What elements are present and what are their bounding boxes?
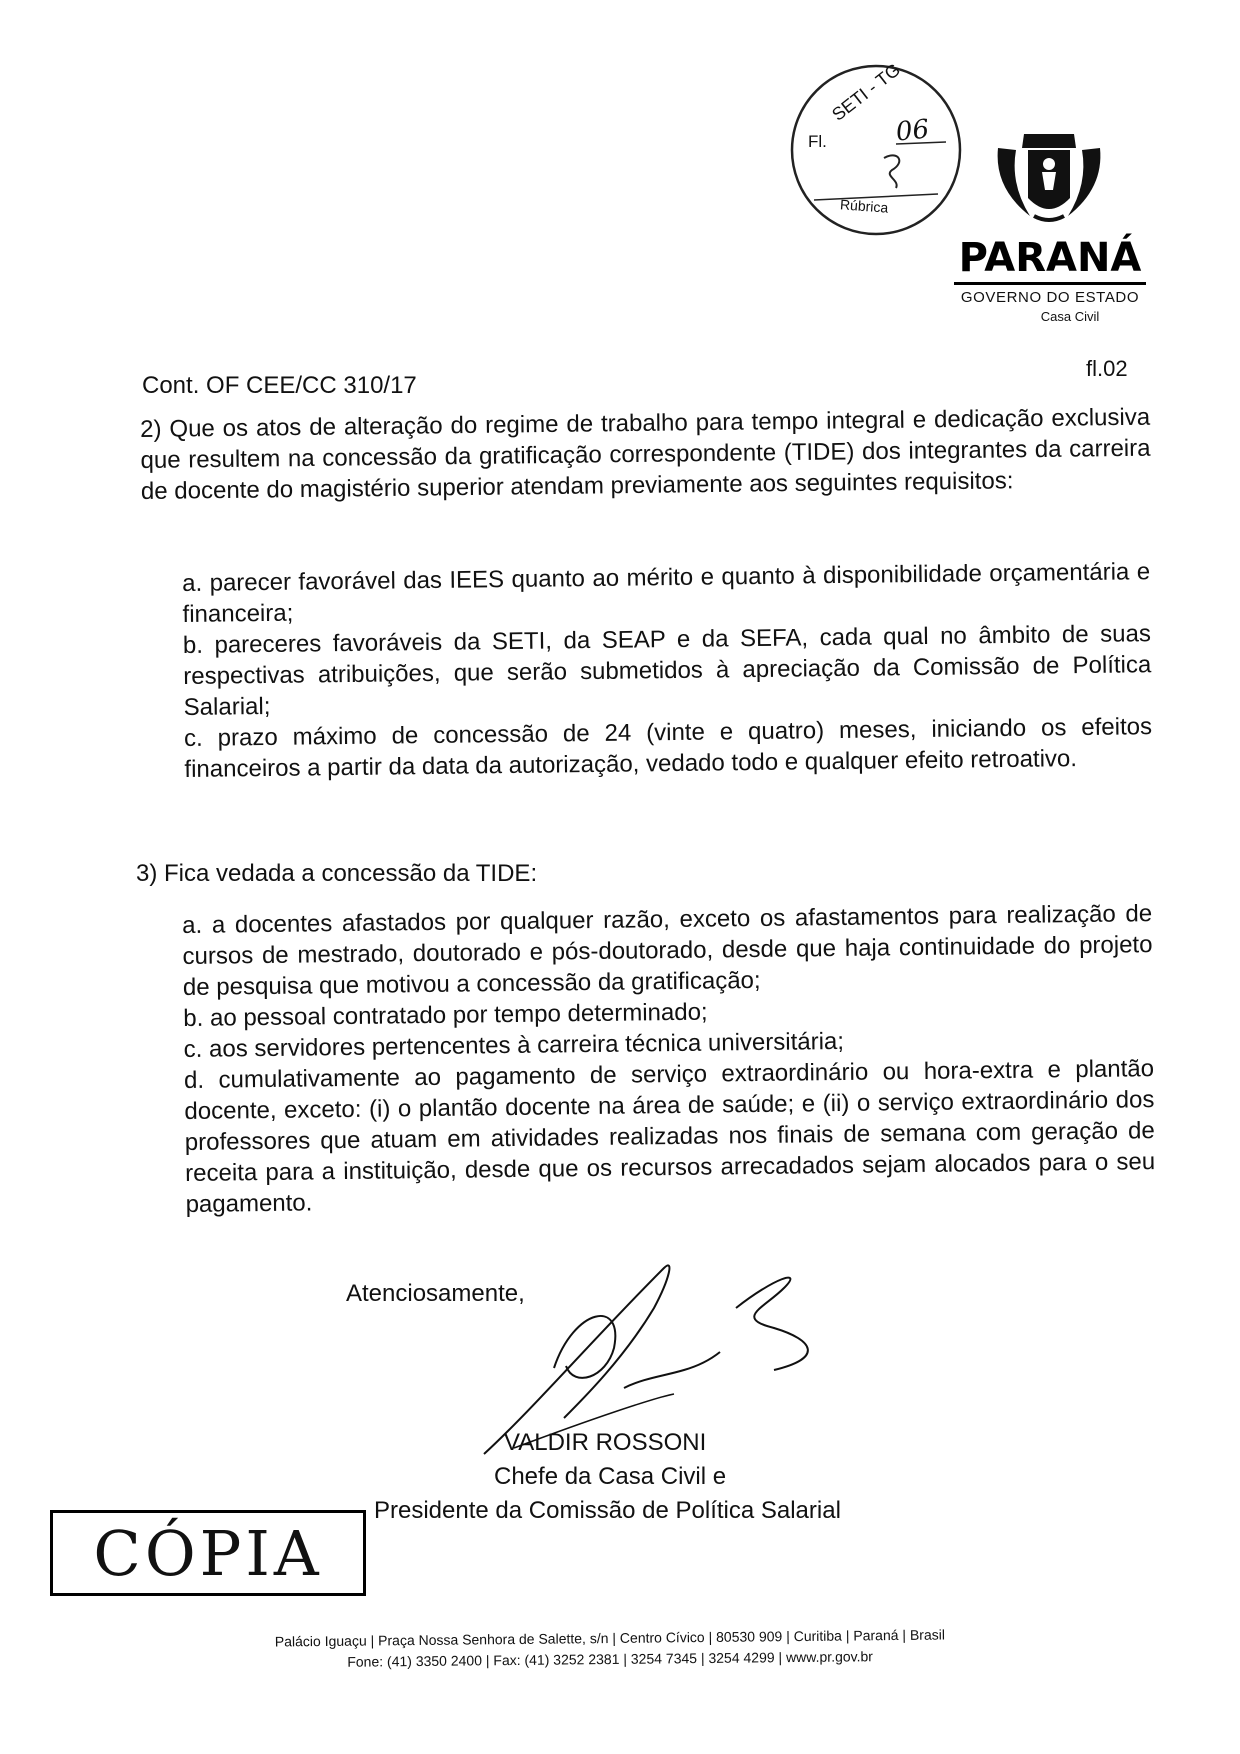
signer-title-1: Chefe da Casa Civil e — [494, 1463, 727, 1490]
item-3-subitems — [182, 898, 1156, 1220]
sheet-number: fl.02 — [1086, 356, 1128, 381]
item-2b: b. pareceres favoráveis da SETI, da SEAP e da SEFA, cada qual no âmbito de suas respectivas atribuições, que serão submetidos à apreciação da Comissão de Política Salarial; — [182, 620, 1152, 721]
salutation: Atenciosamente, — [346, 1280, 525, 1307]
item-3b: b. ao pessoal contratado por tempo determinado; — [183, 998, 708, 1032]
stamp-page-number: 06 — [894, 114, 931, 148]
signer-name: VALDIR ROSSONI — [504, 1429, 707, 1456]
signer-title-2: Presidente da Comissão de Política Salarial — [374, 1497, 841, 1524]
item-3c: c. aos servidores pertencentes à carreira técnica universitária; — [183, 1027, 845, 1063]
item-2-paragraph: 2) Que os atos de alteração do regime de trabalho para tempo integral e dedicação exclusiva que resultem na concessão da gratificação correspondente (TIDE) dos integrantes da carreira de docente do magistério superior atendam previamente aos seguintes requisitos: — [140, 403, 1151, 505]
header-divider — [954, 282, 1146, 285]
copy-stamp: CÓPIA — [50, 1510, 366, 1596]
footer-contacts: Fone: (41) 3350 2400 | Fax: (41) 3252 2381 | 3254 7345 | 3254 4299 | www.pr.gov.br — [347, 1648, 874, 1670]
footer-address: Palácio Iguaçu | Praça Nossa Senhora de Salette, s/n | Centro Cívico | 80530 909 | Curitiba | Paraná | Brasil — [274, 1626, 945, 1650]
stamp-rubrica-label: Rúbrica — [839, 196, 889, 216]
item-2a: a. parecer favorável das IEES quanto ao mérito e quanto à disponibilidade orçamentária e financeira; — [182, 558, 1151, 628]
document-reference: Cont. OF CEE/CC 310/17 — [142, 372, 417, 399]
protocol-stamp — [788, 59, 964, 238]
stamp-ring-text: SETI - TG — [828, 59, 904, 125]
item-2c: c. prazo máximo de concessão de 24 (vinte e quatro) meses, iniciando os efeitos financeiros a partir da data da autorização, vedado todo e qualquer efeito retroativo. — [183, 713, 1153, 783]
stamp-fl-label: Fl. — [808, 132, 827, 151]
item-3-heading: 3) Fica vedada a concessão da TIDE: — [136, 860, 538, 887]
item-3d: d. cumulativamente ao pagamento de serviço extraordinário ou hora-extra e plantão docente, exceto: (i) o plantão docente na área de saúde; e (ii) o serviço extraordinário dos professores que atuam em atividades realizadas nos finais de semana com geração de receita para a instituição, desde que os recursos arrecadados sejam alocados para o seu pagamento. — [183, 1055, 1156, 1218]
footer — [210, 1624, 1010, 1674]
parana-coat-of-arms-icon — [990, 128, 1108, 226]
letterhead — [950, 236, 1150, 324]
state-name: PARANÁ — [958, 235, 1142, 281]
item-3a: a. a docentes afastados por qualquer razão, exceto os afastamentos para realização de cursos de mestrado, doutorado e pós-doutorado, desde que haja continuidade do projeto de pesquisa que motivou a concessão da gratificação; — [182, 900, 1153, 1001]
government-label: GOVERNO DO ESTADO — [960, 289, 1140, 306]
item-2-subitems — [182, 556, 1153, 785]
signer-block — [374, 1426, 841, 1528]
office-label: Casa Civil — [1040, 309, 1100, 324]
